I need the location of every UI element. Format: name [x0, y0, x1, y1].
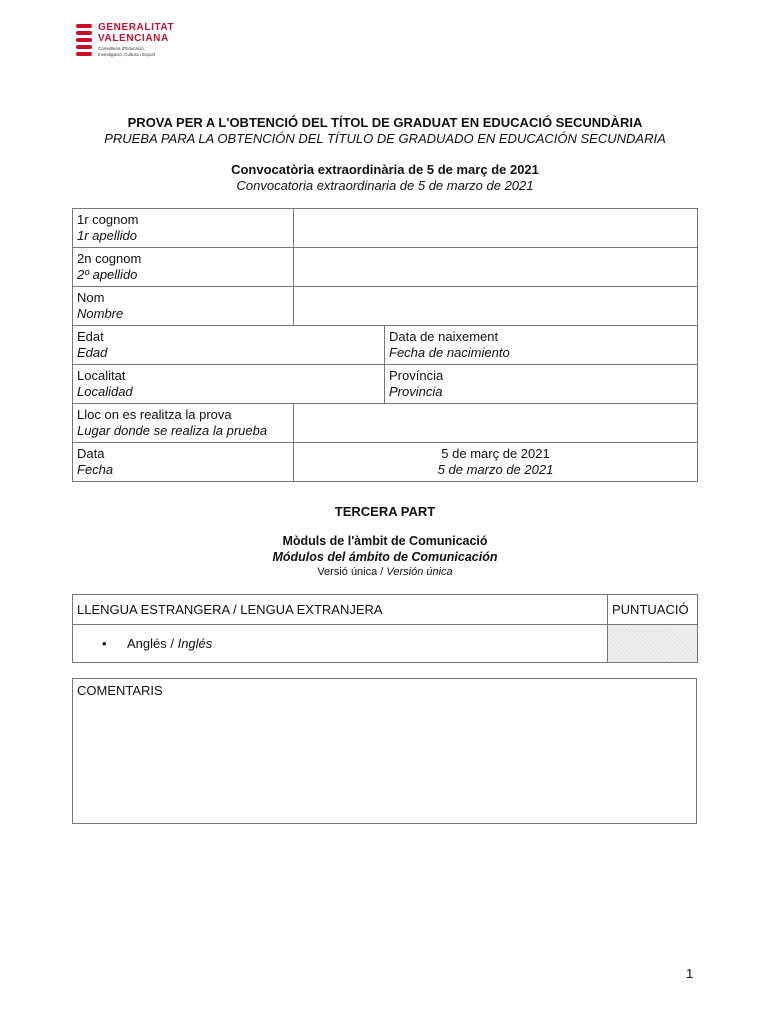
subject-item: • Anglés / Inglés: [73, 625, 608, 663]
date-label: Data Fecha: [73, 443, 294, 482]
province-field[interactable]: Província Provincia: [385, 365, 698, 404]
logo-line-1: GENERALITAT: [98, 22, 175, 33]
exam-place-label: Lloc on es realitza la prova Lugar donde se realiza la prueba: [73, 404, 294, 443]
generalitat-emblem-icon: [76, 22, 94, 62]
comments-label: COMENTARIS: [77, 683, 163, 698]
exam-place-field[interactable]: [294, 404, 698, 443]
locality-field[interactable]: Localitat Localidad: [73, 365, 385, 404]
date-value: 5 de març de 2021 5 de marzo de 2021: [294, 443, 698, 482]
page-number: 1: [686, 966, 694, 981]
modules-spanish: Módulos del ámbito de Comunicación: [272, 550, 498, 564]
bullet-icon: •: [102, 636, 107, 651]
surname2-label: 2n cognom 2º apellido: [73, 248, 294, 287]
part-title: TERCERA PART: [334, 504, 436, 519]
surname2-field[interactable]: [294, 248, 698, 287]
surname1-field[interactable]: [294, 209, 698, 248]
score-table: [72, 594, 698, 663]
title-valencian: PROVA PER A L'OBTENCIÓ DEL TÍTOL DE GRADUAT EN EDUCACIÓ SECUNDÀRIA: [127, 115, 643, 130]
title-spanish: PRUEBA PARA LA OBTENCIÓN DEL TÍTULO DE GRADUADO EN EDUCACIÓN SECUNDARIA: [104, 131, 666, 146]
generalitat-logo: [76, 22, 174, 62]
logo-line-2: VALENCIANA: [98, 33, 169, 44]
version-label: Versió única / Versión única: [317, 566, 453, 578]
score-header: PUNTUACIÓ: [608, 595, 698, 625]
name-label: Nom Nombre: [73, 287, 294, 326]
name-field[interactable]: [294, 287, 698, 326]
logo-subtitle-2: Investigació, Cultura i Esport: [98, 51, 156, 57]
call-valencian: Convocatòria extraordinària de 5 de març de 2021: [231, 162, 539, 177]
call-spanish: Convocatoria extraordinaria de 5 de marzo de 2021: [236, 178, 534, 193]
score-input[interactable]: [608, 625, 698, 663]
birth-date-field[interactable]: Data de naixement Fecha de nacimiento: [385, 326, 698, 365]
personal-data-table: [72, 208, 698, 482]
surname1-label: 1r cognom 1r apellido: [73, 209, 294, 248]
age-field[interactable]: Edat Edad: [73, 326, 385, 365]
subject-header: LLENGUA ESTRANGERA / LENGUA EXTRANJERA: [73, 595, 608, 625]
comments-box[interactable]: [72, 678, 697, 824]
modules-valencian: Mòduls de l'àmbit de Comunicació: [282, 534, 488, 548]
logo-subtitle-1: Conselleria d'Educació,: [98, 46, 145, 51]
